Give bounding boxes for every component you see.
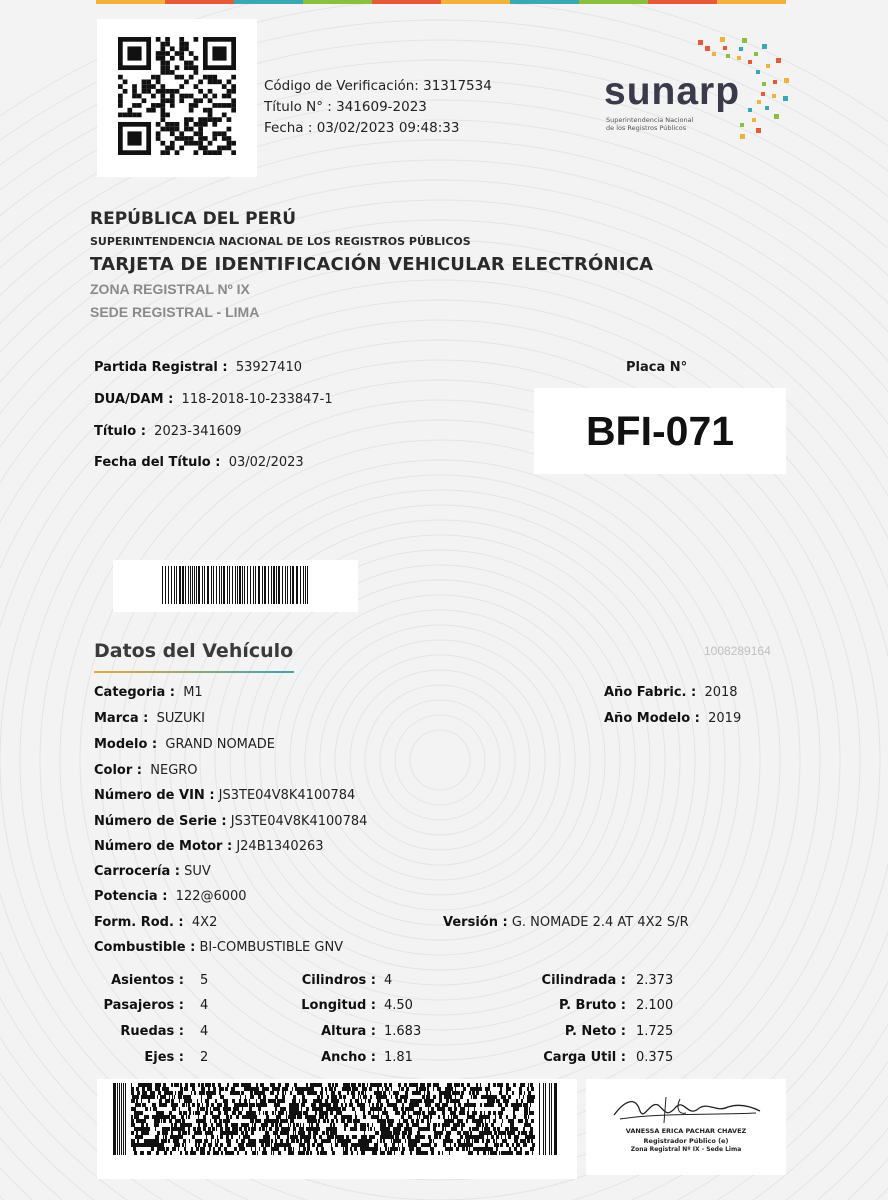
strip-segment xyxy=(510,0,579,4)
header-agency: SUPERINTENDENCIA NACIONAL DE LOS REGISTROS PÚBLICOS xyxy=(90,235,471,248)
cilindros-value: 4 xyxy=(384,973,393,988)
anio-fabric-field: Año Fabric. : 2018 xyxy=(604,685,738,700)
ruedas-label: Ruedas : xyxy=(120,1024,184,1039)
motor-field: Número de Motor : J24B1340263 xyxy=(94,839,324,854)
pasajeros-label: Pasajeros : xyxy=(103,998,184,1013)
marca-field: Marca : SUZUKI xyxy=(94,711,205,726)
categoria-field: Categoria : M1 xyxy=(94,685,203,700)
sunarp-tagline: Superintendencia Nacional de los Registros Públicos xyxy=(606,116,694,132)
ejes-label: Ejes : xyxy=(144,1050,184,1065)
p-bruto-value: 2.100 xyxy=(636,998,674,1013)
cilindrada-value: 2.373 xyxy=(636,973,674,988)
asientos-label: Asientos : xyxy=(111,973,184,988)
plate-box xyxy=(534,388,786,474)
potencia-field: Potencia : 122@6000 xyxy=(94,889,247,904)
ejes-value: 2 xyxy=(200,1050,209,1065)
vin-field: Número de VIN : JS3TE04V8K4100784 xyxy=(94,788,356,803)
serie-field: Número de Serie : JS3TE04V8K4100784 xyxy=(94,814,368,829)
cilindros-label: Cilindros : xyxy=(301,973,376,988)
combustible-field: Combustible : BI-COMBUSTIBLE GNV xyxy=(94,940,344,955)
longitud-value: 4.50 xyxy=(384,998,413,1013)
dua-field: DUA/DAM : 118-2018-10-233847-1 xyxy=(94,392,333,407)
verification-block xyxy=(264,76,492,139)
color-strip xyxy=(96,0,786,4)
sunarp-logo xyxy=(596,34,806,146)
vehicle-section-title: Datos del Vehículo xyxy=(94,640,294,662)
pasajeros-value: 4 xyxy=(200,998,209,1013)
strip-segment xyxy=(372,0,441,4)
form-rod-field: Form. Rod. : 4X2 xyxy=(94,915,218,930)
strip-segment xyxy=(96,0,165,4)
longitud-label: Longitud : xyxy=(301,998,376,1013)
plate-number: BFI-071 xyxy=(585,407,735,454)
p-neto-label: P. Neto : xyxy=(564,1024,626,1039)
ancho-label: Ancho : xyxy=(321,1050,376,1065)
qr-code-icon xyxy=(118,37,236,155)
modelo-field: Modelo : GRAND NOMADE xyxy=(94,737,276,752)
header-sede: SEDE REGISTRAL - LIMA xyxy=(90,304,260,320)
strip-segment xyxy=(579,0,648,4)
version-field: Versión : G. NOMADE 2.4 AT 4X2 S/R xyxy=(443,915,689,930)
pdf417-barcode-icon xyxy=(113,1083,557,1155)
signer-name: VANESSA ERICA PACHAR CHAVEZ xyxy=(625,1127,747,1135)
signature-panel xyxy=(586,1079,786,1175)
verification-code: Código de Verificación: 31317534 xyxy=(264,78,492,94)
plate-label: Placa N° xyxy=(626,360,688,375)
p-bruto-label: P. Bruto : xyxy=(558,998,626,1013)
carga-util-value: 0.375 xyxy=(636,1050,674,1065)
pdf417-panel xyxy=(97,1079,577,1179)
signer-zone: Zona Registral Nº IX - Sede Lima xyxy=(630,1146,742,1153)
fecha-titulo-field: Fecha del Título : 03/02/2023 xyxy=(94,455,304,470)
verification-title-number: Título N° : 341609-2023 xyxy=(264,99,427,115)
document-title: TARJETA DE IDENTIFICACIÓN VEHICULAR ELECTRÓNICA xyxy=(90,254,654,275)
strip-segment xyxy=(648,0,717,4)
section-underline xyxy=(94,671,294,673)
altura-label: Altura : xyxy=(321,1024,376,1039)
header-zone: ZONA REGISTRAL Nº IX xyxy=(90,281,250,297)
header-republic: REPÚBLICA DEL PERÚ xyxy=(90,209,297,229)
anio-modelo-field: Año Modelo : 2019 xyxy=(604,711,742,726)
titulo-field: Título : 2023-341609 xyxy=(94,424,242,439)
sunarp-wordmark: sunarp xyxy=(604,70,741,113)
carga-util-label: Carga Util : xyxy=(543,1050,626,1065)
barcode-panel xyxy=(113,560,358,612)
signature-scribble-icon xyxy=(606,1093,766,1127)
partida-field: Partida Registral : 53927410 xyxy=(94,360,302,375)
asientos-value: 5 xyxy=(200,973,209,988)
strip-segment xyxy=(165,0,234,4)
ruedas-value: 4 xyxy=(200,1024,209,1039)
qr-code-panel xyxy=(97,19,257,177)
strip-segment xyxy=(303,0,372,4)
signer-role: Registrador Público (e) xyxy=(643,1137,729,1145)
document-id: 1008289164 xyxy=(704,644,771,658)
strip-segment xyxy=(441,0,510,4)
strip-segment xyxy=(234,0,303,4)
altura-value: 1.683 xyxy=(384,1024,422,1039)
p-neto-value: 1.725 xyxy=(636,1024,674,1039)
carroceria-field: Carrocería : SUV xyxy=(94,864,211,879)
color-field: Color : NEGRO xyxy=(94,763,198,778)
cilindrada-label: Cilindrada : xyxy=(541,973,626,988)
barcode-icon xyxy=(162,566,310,604)
verification-date: Fecha : 03/02/2023 09:48:33 xyxy=(264,120,460,136)
strip-segment xyxy=(717,0,786,4)
ancho-value: 1.81 xyxy=(384,1050,413,1065)
